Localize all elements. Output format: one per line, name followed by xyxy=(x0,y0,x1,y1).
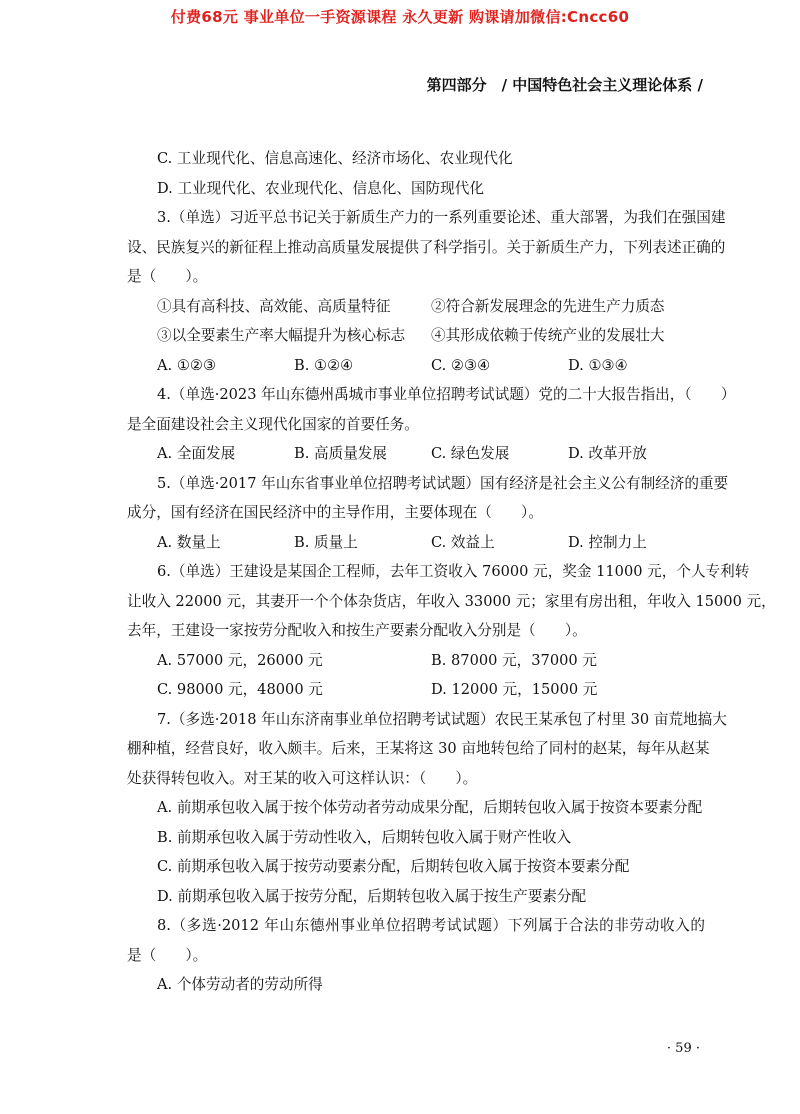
question-5-line-1: 5.（单选·2017 年山东省事业单位招聘考试试题）国有经济是社会主义公有制经济的重要 xyxy=(157,474,729,492)
watermark-banner: 付费68元 事业单位一手资源课程 永久更新 购课请加微信:Cncc60 xyxy=(170,8,630,26)
option-c: C. 98000 元，48000 元 xyxy=(157,681,323,698)
page-header: 第四部分 / 中国特色社会主义理论体系 / xyxy=(426,76,703,94)
option-a: A. ①②③ xyxy=(157,356,217,374)
question-6-options-row-2 xyxy=(127,675,705,705)
option-c: C. 绿色发展 xyxy=(431,445,510,462)
question-3-line-1: 3.（单选）习近平总书记关于新质生产力的一系列重要论述、重大部署，为我们在强国建 xyxy=(157,209,726,226)
option-b: B. ①②④ xyxy=(294,356,354,374)
option-c: C. ②③④ xyxy=(431,356,491,374)
document-body xyxy=(127,144,776,1000)
option-a: A. 数量上 xyxy=(157,533,221,551)
option-b: B. 高质量发展 xyxy=(294,445,387,462)
question-7-line-1: 7.（多选·2018 年山东济南事业单位招聘考试试题）农民王某承包了村里 30 亩荒地搞大 xyxy=(157,710,727,728)
question-4-options xyxy=(127,439,705,469)
question-7-line-2: 棚种植，经营良好，收入颇丰。后来，王某将这 30 亩地转包给了同村的赵某，每年从赵某 xyxy=(127,740,710,757)
question-3-options xyxy=(127,351,705,381)
option-c: C. 工业现代化、信息高速化、经济市场化、农业现代化 xyxy=(157,150,513,167)
page-number: · 59 · xyxy=(666,1041,700,1056)
statement-4: ④其形成依赖于传统产业的发展壮大 xyxy=(431,327,665,344)
option-b: B. 87000 元，37000 元 xyxy=(431,651,597,669)
statement-3: ③以全要素生产率大幅提升为核心标志 xyxy=(157,327,406,344)
option-d: D. 工业现代化、农业现代化、信息化、国防现代化 xyxy=(157,179,484,197)
question-3-line-2: 设、民族复兴的新征程上推动高质量发展提供了科学指引。关于新质生产力，下列表述正确的 xyxy=(127,238,726,256)
question-8-line-2: 是（ ）。 xyxy=(127,946,208,964)
option-d: D. 12000 元，15000 元 xyxy=(431,681,598,698)
option-a: A. 57000 元，26000 元 xyxy=(157,651,323,669)
question-6-line-2: 让收入 22000 元，其妻开一个个体杂货店，年收入 33000 元；家里有房出租，年收入 15000 元， xyxy=(127,592,776,610)
option-d: D. ①③④ xyxy=(568,356,628,374)
question-6-options-row-1 xyxy=(127,646,705,676)
option-d: D. 前期承包收入属于按劳分配，后期转包收入属于按生产要素分配 xyxy=(157,887,587,905)
option-a: A. 个体劳动者的劳动所得 xyxy=(157,976,323,993)
question-5-line-2: 成分，国有经济在国民经济中的主导作用，主要体现在（ ）。 xyxy=(127,504,543,521)
question-3-line-3: 是（ ）。 xyxy=(127,268,208,285)
question-6-line-1: 6.（单选）王建设是某国企工程师，去年工资收入 76000 元，奖金 11000 元，个人专利转 xyxy=(157,563,750,580)
option-b: B. 质量上 xyxy=(294,533,358,551)
question-3-statements-row-1 xyxy=(127,292,705,322)
question-7-line-3: 处获得转包收入。对王某的收入可这样认识：（ ）。 xyxy=(127,769,478,787)
option-b: B. 前期承包收入属于劳动性收入，后期转包收入属于财产性收入 xyxy=(157,828,572,846)
question-3-statements-row-2 xyxy=(127,321,705,351)
question-8-line-1: 8.（多选·2012 年山东德州事业单位招聘考试试题）下列属于合法的非劳动收入的 xyxy=(157,917,705,934)
statement-1: ①具有高科技、高效能、高质量特征 xyxy=(157,297,391,315)
question-4-line-1: 4.（单选·2023 年山东德州禹城市事业单位招聘考试试题）党的二十大报告指出，（ ） xyxy=(157,386,736,403)
option-d: D. 控制力上 xyxy=(568,533,647,551)
option-a: A. 前期承包收入属于按个体劳动者劳动成果分配，后期转包收入属于按资本要素分配 xyxy=(157,799,703,816)
question-5-options xyxy=(127,528,705,558)
option-a: A. 全面发展 xyxy=(157,445,236,462)
question-6-line-3: 去年，王建设一家按劳分配收入和按生产要素分配收入分别是（ ）。 xyxy=(127,622,587,639)
option-d: D. 改革开放 xyxy=(568,445,647,462)
option-c: C. 效益上 xyxy=(431,533,495,551)
option-c: C. 前期承包收入属于按劳动要素分配，后期转包收入属于按资本要素分配 xyxy=(157,858,630,875)
question-4-line-2: 是全面建设社会主义现代化国家的首要任务。 xyxy=(127,415,419,433)
statement-2: ②符合新发展理念的先进生产力质态 xyxy=(431,297,665,315)
